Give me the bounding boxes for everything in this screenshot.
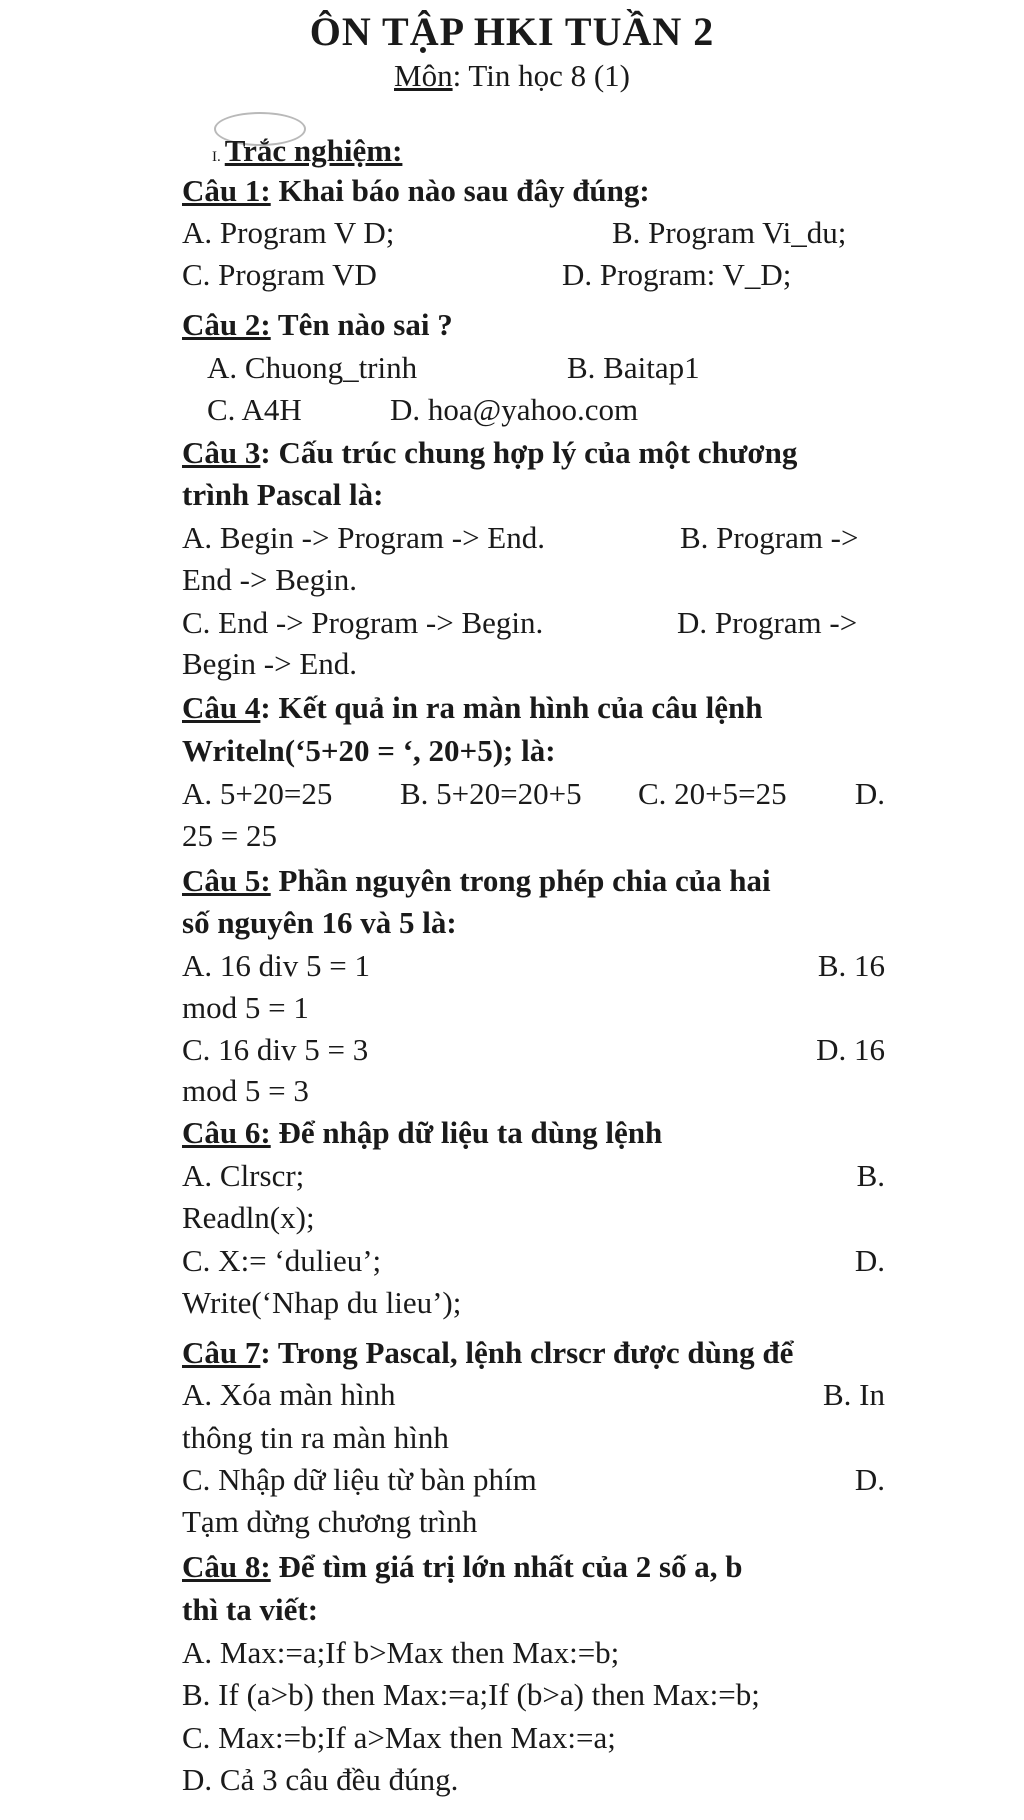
question-3-text-line1: : Cấu trúc chung hợp lý của một chương [260,435,798,470]
q6-option-c: C. X:= ‘dulieu’; [182,1243,382,1278]
subject-label: Môn [394,58,453,93]
question-1-label: Câu 1: [182,173,271,208]
q1-option-b: B. Program Vi_du; [612,215,847,250]
q5-option-d-continued: mod 5 = 3 [182,1073,309,1108]
q7-option-c: C. Nhập dữ liệu từ bàn phím [182,1462,537,1497]
q3-option-a: A. Begin -> Program -> End. [182,520,545,555]
q3-option-d: D. Program -> [677,605,858,640]
question-6-label: Câu 6: [182,1115,271,1150]
question-7-heading [182,1335,793,1371]
question-2-text: Tên nào sai ? [270,307,453,342]
question-7-label: Câu 7 [182,1335,261,1370]
question-6-text: Để nhập dữ liệu ta dùng lệnh [270,1115,663,1150]
q3-option-c: C. End -> Program -> Begin. [182,605,544,640]
q7-option-d-continued: Tạm dừng chương trình [182,1504,478,1539]
subject-line [0,58,1024,94]
q3-option-d-continued: Begin -> End. [182,646,358,681]
question-1-text: Khai báo nào sau đây đúng: [270,173,650,208]
q6-option-a: A. Clrscr; [182,1158,305,1193]
q8-option-a: A. Max:=a;If b>Max then Max:=b; [182,1635,620,1670]
question-3-label: Câu 3 [182,435,261,470]
q5-option-a: A. 16 div 5 = 1 [182,948,370,983]
q4-option-c: C. 20+5=25 [638,776,787,811]
question-3-text-line2: trình Pascal là: [182,477,384,512]
q1-option-a: A. Program V D; [182,215,395,250]
q5-option-b: B. 16 [817,948,885,983]
q2-option-a: A. Chuong_trinh [207,350,418,385]
q4-option-d: D. [854,776,885,811]
q2-option-b: B. Baitap1 [567,350,700,385]
q2-option-c: C. A4H [207,392,302,427]
question-8-heading [182,1549,743,1585]
q5-option-b-continued: mod 5 = 1 [182,990,309,1025]
q7-option-d: D. [854,1462,885,1497]
q5-option-c: C. 16 div 5 = 3 [182,1032,369,1067]
q4-option-d-continued: 25 = 25 [182,818,277,853]
section-number: I. [212,149,221,165]
q1-option-c: C. Program VD [182,257,377,292]
q2-option-d: D. hoa@yahoo.com [390,392,639,427]
q5-option-d: D. 16 [816,1032,885,1067]
question-2-label: Câu 2: [182,307,271,342]
question-6-heading [182,1115,662,1151]
question-8-text-line1: Để tìm giá trị lớn nhất của 2 số a, b [270,1549,743,1584]
q6-option-b-continued: Readln(x); [182,1200,315,1235]
subject-value: : Tin học 8 (1) [452,58,630,93]
section-heading [212,133,402,169]
question-7-text: : Trong Pascal, lệnh clrscr được dùng để [260,1335,794,1370]
question-5-text-line2: số nguyên 16 và 5 là: [182,905,457,940]
q8-option-c: C. Max:=b;If a>Max then Max:=a; [182,1720,616,1755]
q6-option-d-continued: Write(‘Nhap du lieu’); [182,1285,462,1320]
question-5-heading [182,863,771,899]
q8-option-b: B. If (a>b) then Max:=a;If (b>a) then Max:=b; [182,1677,760,1712]
q6-option-b: B. [856,1158,885,1193]
q4-option-b: B. 5+20=20+5 [400,776,582,811]
q6-option-d: D. [854,1243,885,1278]
question-4-label: Câu 4 [182,690,261,725]
q7-option-b: B. In [823,1377,885,1412]
q4-option-a: A. 5+20=25 [182,776,333,811]
question-2-heading [182,307,453,343]
question-4-heading [182,690,763,726]
page-title: ÔN TẬP HKI TUẦN 2 [309,9,715,54]
question-4-text-line1: : Kết quả in ra màn hình của câu lệnh [260,690,763,725]
q3-option-b: B. Program -> [680,520,859,555]
q3-option-b-continued: End -> Begin. [182,562,358,597]
section-label: Trắc nghiệm: [224,133,403,168]
q7-option-b-continued: thông tin ra màn hình [182,1420,449,1455]
q1-option-d: D. Program: V_D; [562,257,792,292]
question-3-heading [182,435,797,471]
question-1-heading [182,173,650,209]
question-8-text-line2: thì ta viết: [182,1592,319,1627]
question-4-text-line2: Writeln(‘5+20 = ‘, 20+5); là: [182,733,556,768]
question-8-label: Câu 8: [182,1549,271,1584]
q8-option-d: D. Cả 3 câu đều đúng. [182,1762,459,1797]
question-5-label: Câu 5: [182,863,271,898]
question-5-text-line1: Phần nguyên trong phép chia của hai [270,863,771,898]
q7-option-a: A. Xóa màn hình [182,1377,396,1412]
